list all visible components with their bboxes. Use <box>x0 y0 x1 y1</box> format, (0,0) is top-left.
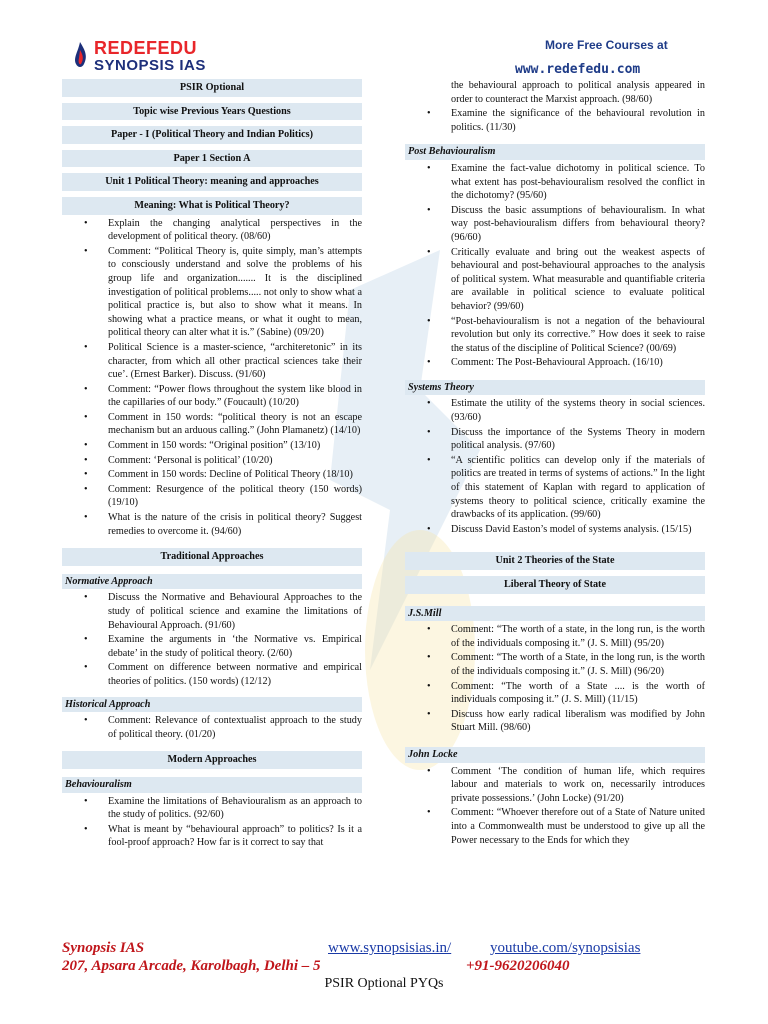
sub-normative: Normative Approach <box>62 574 362 590</box>
list-item: • Comment in 150 words: “Original position” (13/10) <box>62 439 362 453</box>
list-item: • Estimate the utility of the systems theory in social sciences. (93/60) <box>405 397 705 424</box>
list-item: • Comment: Relevance of contextualist approach to the study of political theory. (01/20) <box>62 714 362 741</box>
list-item: • Comment: Resurgence of the political theory (150 words) (19/10) <box>62 483 362 510</box>
continued-list <box>405 79 705 134</box>
bar-section: Paper 1 Section A <box>62 150 362 168</box>
footer-address: 207, Apsara Arcade, Karolbagh, Delhi – 5 <box>62 958 321 974</box>
list-item: • Critically evaluate and bring out the weakest aspects of behavioural and post-behavioural approaches to the analysis of political system. What measurable and quantifiable criteria are available in political science to evaluate political behavior? (99/60) <box>405 246 705 314</box>
list-item: • Examine the limitations of Behaviouralism as an approach to the study of politics. (92/60) <box>62 795 362 822</box>
more-courses-text: More Free Courses at <box>545 38 668 52</box>
bar-meaning: Meaning: What is Political Theory? <box>62 197 362 215</box>
bar-modern: Modern Approaches <box>62 751 362 769</box>
bar-unit2: Unit 2 Theories of the State <box>405 552 705 570</box>
footer-document-title: PSIR Optional PYQs <box>324 976 444 991</box>
bar-topicwise: Topic wise Previous Years Questions <box>62 103 362 121</box>
mill-list <box>405 623 705 735</box>
list-item: • Discuss David Easton’s model of systems analysis. (15/15) <box>405 523 705 537</box>
list-item: • Discuss how early radical liberalism was modified by John Stuart Mill. (98/60) <box>405 708 705 735</box>
list-item: • Examine the arguments in ‘the Normative vs. Empirical debate’ in the study of political theory. (2/60) <box>62 633 362 660</box>
list-item: • Comment: “Whoever therefore out of a State of Nature united into a Commonwealth must be understood to give up all the Power necessary to the Ends for which they <box>405 806 705 847</box>
list-item: • “A scientific politics can develop only if the materials of politics are treated in terms of systems of actions.” In the light of this statement of Kaplan with regard to application of systems theory to political science, critically examine the drawbacks of its application. (99/60) <box>405 454 705 522</box>
list-item: • Comment: The Post-Behavioural Approach. (16/10) <box>405 356 705 370</box>
footer-phone: +91-9620206040 <box>466 958 570 974</box>
right-column <box>405 79 705 848</box>
logo-flame-icon <box>70 42 90 72</box>
historical-list <box>62 714 362 741</box>
list-item: • Comment: “The worth of a state, in the long run, is the worth of the individuals composing it.” (J. S. Mill) (95/20) <box>405 623 705 650</box>
list-item: • Examine the fact-value dichotomy in political science. To what extent has post-behaviouralism resolved the conflict in the dichotomy? (95/60) <box>405 162 705 203</box>
sub-behaviouralism: Behaviouralism <box>62 777 362 793</box>
list-item: • Examine the significance of the behavioural revolution in politics. (11/30) <box>405 107 705 134</box>
list-item: • Comment in 150 words: Decline of Political Theory (18/10) <box>62 468 362 482</box>
post-list <box>405 162 705 370</box>
list-item: • Comment: ‘Personal is political’ (10/20) <box>62 454 362 468</box>
footer-youtube-link[interactable]: youtube.com/synopsisias <box>490 940 641 956</box>
website-link[interactable]: www.redefedu.com <box>515 62 641 77</box>
bar-liberal: Liberal Theory of State <box>405 576 705 594</box>
logo-sub-brand: SYNOPSIS IAS <box>94 57 206 74</box>
sub-historical: Historical Approach <box>62 697 362 713</box>
list-item: • Explain the changing analytical perspectives in the development of political theory. (08/60) <box>62 217 362 244</box>
sub-jsmill: J.S.Mill <box>405 606 705 622</box>
list-item-continued: the behavioural approach to political analysis appeared in order to counteract the Marxist approach. (98/60) <box>451 80 705 105</box>
systems-list <box>405 397 705 536</box>
list-item: • Comment on difference between normative and empirical theories of politics. (150 words) (12/12) <box>62 661 362 688</box>
list-item: • Comment: “The worth of a State, in the long run, is the worth of the individuals composing it.” (J. S. Mill) (96/20) <box>405 651 705 678</box>
sub-post-behaviouralism: Post Behaviouralism <box>405 144 705 160</box>
list-item: • Comment ‘The condition of human life, which requires labour and materials to work on, necessarily introduces private possessions.’ (John Locke) (91/20) <box>405 765 705 806</box>
list-item: • Comment: “Power flows throughout the system like blood in the capillaries of our body.” (Foucault) (10/20) <box>62 383 362 410</box>
logo-brand-name: REDEFEDU <box>94 38 198 58</box>
list-item: • Comment: “Political Theory is, quite simply, man’s attempts to consciously understand and solve the problems of his group life and organization....... It is the disciplined investigation of political problems..... not only to show what a political practice is, but also to show what it means. In showing what a practice means, or what it ought to mean, political theory can alter what it is.” (Sabine) (09/20) <box>62 245 362 340</box>
behaviouralism-list <box>62 795 362 850</box>
list-item: • What is meant by “behavioural approach” to politics? Is it a fool-proof approach? How far is it correct to say that <box>62 823 362 850</box>
list-item: • Comment in 150 words: “political theory is not an escape mechanism but an arduous calling.” (John Plamanetz) (14/10) <box>62 411 362 438</box>
bar-paper: Paper - I (Political Theory and Indian Politics) <box>62 126 362 144</box>
left-column <box>62 79 362 851</box>
bar-traditional: Traditional Approaches <box>62 548 362 566</box>
list-item: • Discuss the importance of the Systems Theory in modern political analysis. (97/60) <box>405 426 705 453</box>
normative-list <box>62 591 362 688</box>
list-item: • Political Science is a master-science, “architeretonic” in its character, from which all other practical sciences take their cue’. (Ernest Barker). Discuss. (91/60) <box>62 341 362 382</box>
list-item: • Comment: “The worth of a State .... is the worth of individuals composing it.” (J. S. Mill) (11/15) <box>405 680 705 707</box>
locke-list <box>405 765 705 848</box>
sub-john-locke: John Locke <box>405 747 705 763</box>
bar-unit1: Unit 1 Political Theory: meaning and approaches <box>62 173 362 191</box>
footer-org-name: Synopsis IAS <box>62 940 145 956</box>
bar-psir-optional: PSIR Optional <box>62 79 362 97</box>
sub-systems-theory: Systems Theory <box>405 380 705 396</box>
list-item: • What is the nature of the crisis in political theory? Suggest remedies to overcome it. (94/60) <box>62 511 362 538</box>
list-item: • Discuss the Normative and Behavioural Approaches to the study of political science and examine the limitations of Behavioural Approach. (91/60) <box>62 591 362 632</box>
list-item: • Discuss the basic assumptions of behaviouralism. In what way post-behaviouralism differs from behavioural theory? (96/60) <box>405 204 705 245</box>
list-item: • “Post-behaviouralism is not a negation of the behavioural revolution but only its corrective.” How does it seek to raise the status of the discipline of Political Science? (00/69) <box>405 315 705 356</box>
meaning-list <box>62 217 362 539</box>
footer-website-link[interactable]: www.synopsisias.in/ <box>328 940 452 956</box>
